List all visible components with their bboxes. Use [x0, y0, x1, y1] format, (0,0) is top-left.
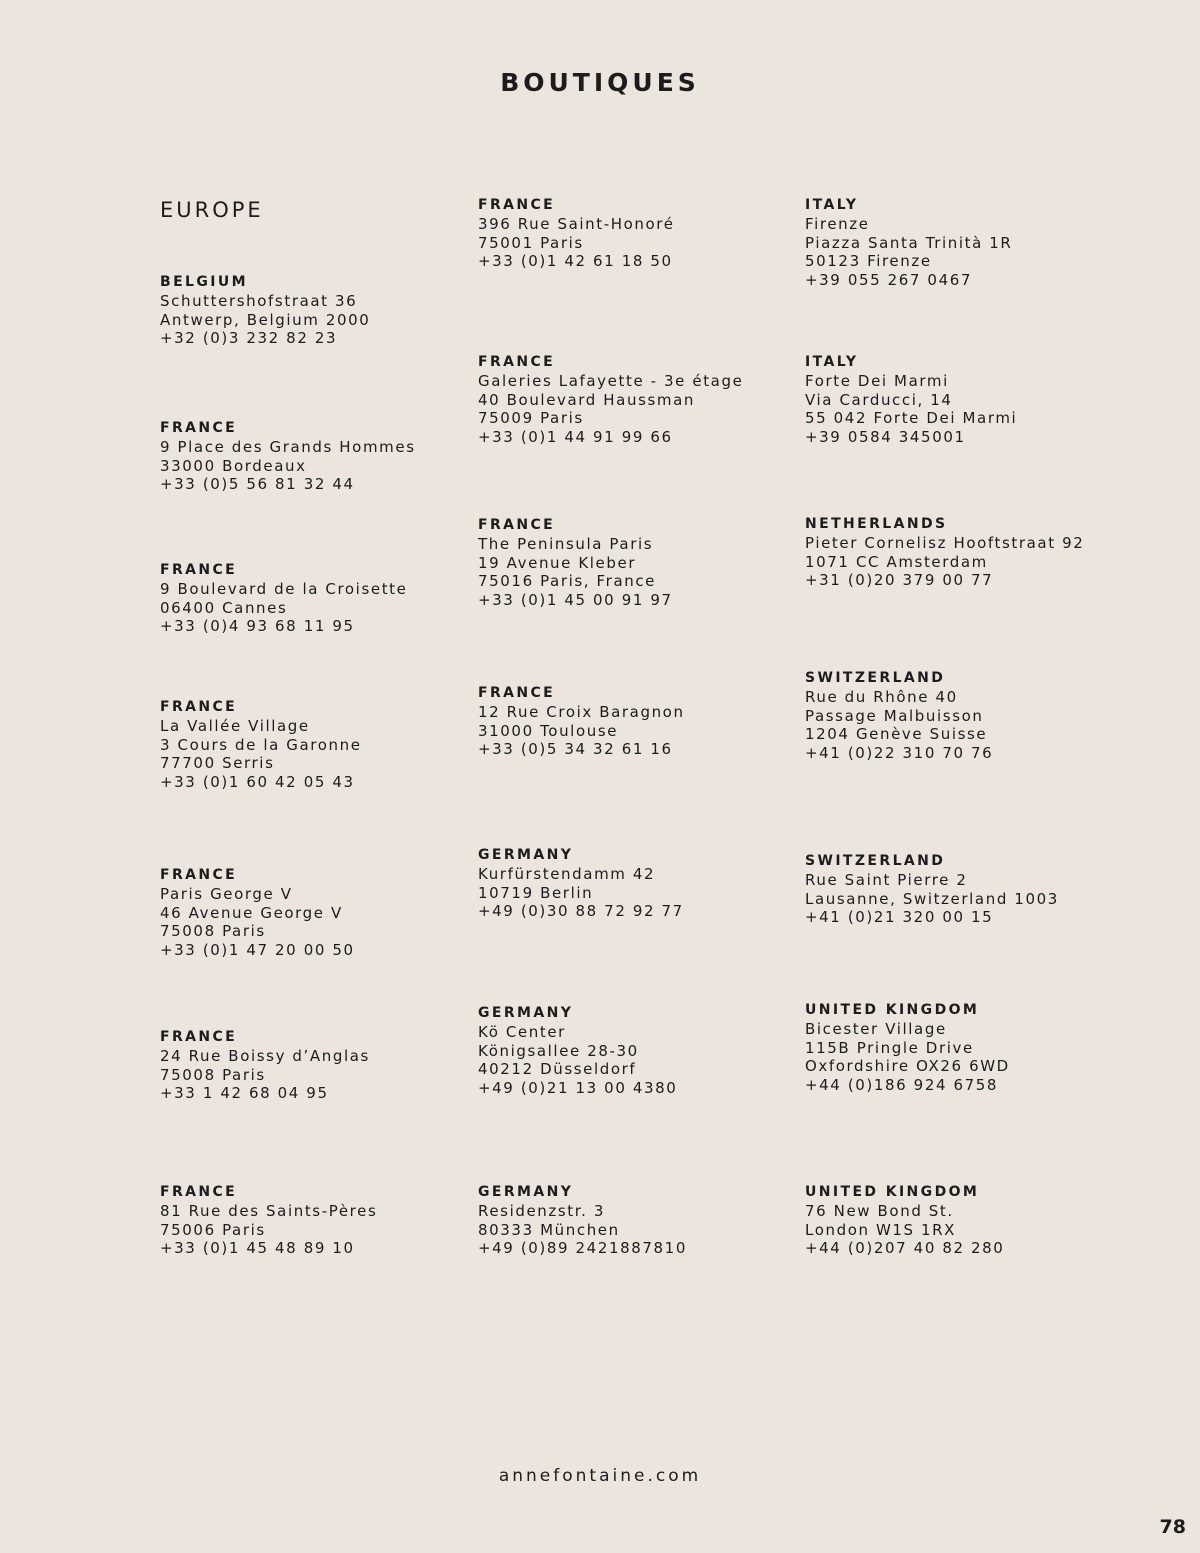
boutique-entry	[478, 1004, 677, 1098]
boutique-address-line: 46 Avenue George V	[160, 903, 343, 922]
boutique-country: FRANCE	[160, 1184, 238, 1200]
boutique-entry	[805, 1183, 1004, 1258]
boutique-address-line: Galeries Lafayette - 3e étage	[478, 371, 744, 390]
boutique-country: ITALY	[805, 354, 859, 370]
boutique-country: UNITED KINGDOM	[805, 1184, 980, 1200]
boutique-entry	[478, 684, 685, 759]
boutique-country: GERMANY	[478, 1005, 574, 1021]
boutique-address-line: Kurfürstendamm 42	[478, 864, 656, 883]
region-heading: EUROPE	[160, 198, 264, 222]
boutique-country: SWITZERLAND	[805, 853, 946, 869]
boutique-address-line: 50123 Firenze	[805, 252, 932, 271]
boutique-address-line: Via Carducci, 14	[805, 390, 953, 409]
boutique-address-line: Rue du Rhône 40	[805, 687, 958, 706]
boutique-phone: +49 (0)89 2421887810	[478, 1239, 687, 1258]
boutique-address-line: Paris George V	[160, 884, 293, 903]
boutique-address-line: 81 Rue des Saints-Pères	[160, 1201, 378, 1220]
boutique-country: UNITED KINGDOM	[805, 1002, 980, 1018]
boutique-address-line: Piazza Santa Trinità 1R	[805, 233, 1013, 252]
boutique-phone: +49 (0)30 88 72 92 77	[478, 902, 684, 921]
boutique-phone: +33 (0)5 34 32 61 16	[478, 740, 673, 759]
boutique-address-line: Forte Dei Marmi	[805, 371, 949, 390]
boutique-phone: +33 (0)5 56 81 32 44	[160, 475, 355, 494]
boutique-entry	[805, 1001, 1010, 1095]
boutique-address-line: Königsallee 28-30	[478, 1041, 639, 1060]
boutique-address-line: 06400 Cannes	[160, 598, 288, 617]
boutique-address-line: Oxfordshire OX26 6WD	[805, 1057, 1010, 1076]
boutique-entry	[805, 196, 1012, 290]
boutique-entry	[478, 846, 684, 921]
boutique-entry	[478, 516, 673, 610]
boutique-entry	[805, 353, 1017, 447]
boutique-address-line: 10719 Berlin	[478, 883, 594, 902]
boutique-entry	[160, 1183, 377, 1258]
boutique-address-line: The Peninsula Paris	[478, 534, 654, 553]
boutique-country: FRANCE	[160, 867, 238, 883]
boutique-entry	[160, 1028, 370, 1103]
boutique-address-line: 24 Rue Boissy d’Anglas	[160, 1046, 370, 1065]
boutique-address-line: 75009 Paris	[478, 409, 584, 428]
boutique-address-line: 115B Pringle Drive	[805, 1038, 974, 1057]
boutique-address-line: London W1S 1RX	[805, 1220, 957, 1239]
boutique-address-line: Antwerp, Belgium 2000	[160, 310, 371, 329]
boutique-address-line: 12 Rue Croix Baragnon	[478, 702, 685, 721]
boutique-address-line: 55 042 Forte Dei Marmi	[805, 409, 1018, 428]
boutique-address-line: 75001 Paris	[478, 233, 584, 252]
boutique-address-line: 75008 Paris	[160, 1065, 266, 1084]
boutique-country: FRANCE	[160, 562, 238, 578]
boutique-address-line: Residenzstr. 3	[478, 1201, 606, 1220]
boutique-address-line: 9 Boulevard de la Croisette	[160, 579, 408, 598]
boutique-entry	[805, 669, 993, 763]
boutique-country: NETHERLANDS	[805, 516, 948, 532]
boutique-phone: +44 (0)207 40 82 280	[805, 1239, 1005, 1258]
boutique-phone: +44 (0)186 924 6758	[805, 1076, 999, 1095]
boutique-address-line: Bicester Village	[805, 1019, 947, 1038]
boutique-phone: +49 (0)21 13 00 4380	[478, 1079, 678, 1098]
website-link[interactable]: annefontaine.com	[498, 1466, 702, 1486]
boutique-phone: +33 (0)4 93 68 11 95	[160, 617, 355, 636]
boutique-country: GERMANY	[478, 1184, 574, 1200]
boutique-entry	[160, 866, 355, 960]
boutique-address-line: Rue Saint Pierre 2	[805, 870, 968, 889]
boutique-country: GERMANY	[478, 847, 574, 863]
boutique-phone: +41 (0)22 310 70 76	[805, 744, 994, 763]
boutique-phone: +33 (0)1 45 48 89 10	[160, 1239, 355, 1258]
boutique-entry	[478, 196, 675, 271]
boutique-address-line: 75016 Paris, France	[478, 572, 657, 591]
boutique-entry	[805, 515, 1084, 590]
boutique-country: FRANCE	[478, 517, 556, 533]
boutique-entry	[478, 353, 743, 447]
page-title: BOUTIQUES	[500, 68, 700, 97]
boutique-entry	[478, 1183, 687, 1258]
boutique-phone: +33 (0)1 60 42 05 43	[160, 773, 355, 792]
boutique-address-line: 1204 Genève Suisse	[805, 725, 988, 744]
boutique-address-line: 76 New Bond St.	[805, 1201, 954, 1220]
boutique-phone: +33 (0)1 44 91 99 66	[478, 428, 673, 447]
boutique-country: FRANCE	[478, 685, 556, 701]
boutique-phone: +41 (0)21 320 00 15	[805, 908, 994, 927]
page-number: 78	[1159, 1516, 1186, 1538]
boutique-address-line: Lausanne, Switzerland 1003	[805, 889, 1059, 908]
boutique-country: FRANCE	[160, 1029, 238, 1045]
boutique-phone: +39 0584 345001	[805, 428, 966, 447]
boutique-country: SWITZERLAND	[805, 670, 946, 686]
boutique-entry	[160, 419, 416, 494]
boutique-address-line: 40 Boulevard Haussman	[478, 390, 696, 409]
boutique-address-line: 33000 Bordeaux	[160, 456, 307, 475]
boutique-phone: +33 1 42 68 04 95	[160, 1084, 329, 1103]
boutique-phone: +32 (0)3 232 82 23	[160, 329, 338, 348]
boutique-address-line: Schuttershofstraat 36	[160, 291, 358, 310]
boutique-address-line: Kö Center	[478, 1022, 566, 1041]
boutique-address-line: Passage Malbuisson	[805, 706, 984, 725]
boutique-address-line: 77700 Serris	[160, 754, 275, 773]
boutique-address-line: 75006 Paris	[160, 1220, 266, 1239]
boutique-address-line: Pieter Cornelisz Hooftstraat 92	[805, 533, 1085, 552]
boutique-address-line: 75008 Paris	[160, 922, 266, 941]
boutique-address-line: 9 Place des Grands Hommes	[160, 437, 416, 456]
boutique-address-line: La Vallée Village	[160, 716, 310, 735]
boutique-country: BELGIUM	[160, 274, 248, 290]
boutique-phone: +33 (0)1 47 20 00 50	[160, 941, 355, 960]
boutique-country: FRANCE	[160, 420, 238, 436]
boutique-address-line: 19 Avenue Kleber	[478, 553, 637, 572]
boutique-phone: +33 (0)1 42 61 18 50	[478, 252, 673, 271]
boutique-country: ITALY	[805, 197, 859, 213]
boutique-phone: +39 055 267 0467	[805, 271, 972, 290]
boutique-entry	[160, 561, 407, 636]
boutique-address-line: 80333 München	[478, 1220, 620, 1239]
boutique-address-line: Firenze	[805, 214, 870, 233]
boutique-phone: +33 (0)1 45 00 91 97	[478, 591, 673, 610]
boutique-address-line: 40212 Düsseldorf	[478, 1060, 637, 1079]
boutique-entry	[160, 698, 362, 792]
boutique-address-line: 31000 Toulouse	[478, 721, 619, 740]
boutique-entry	[805, 852, 1059, 927]
boutique-address-line: 1071 CC Amsterdam	[805, 552, 988, 571]
boutique-entry	[160, 273, 370, 348]
boutique-address-line: 3 Cours de la Garonne	[160, 735, 362, 754]
boutique-country: FRANCE	[160, 699, 238, 715]
boutique-country: FRANCE	[478, 354, 556, 370]
boutique-phone: +31 (0)20 379 00 77	[805, 571, 994, 590]
boutique-country: FRANCE	[478, 197, 556, 213]
boutique-address-line: 396 Rue Saint-Honoré	[478, 214, 675, 233]
